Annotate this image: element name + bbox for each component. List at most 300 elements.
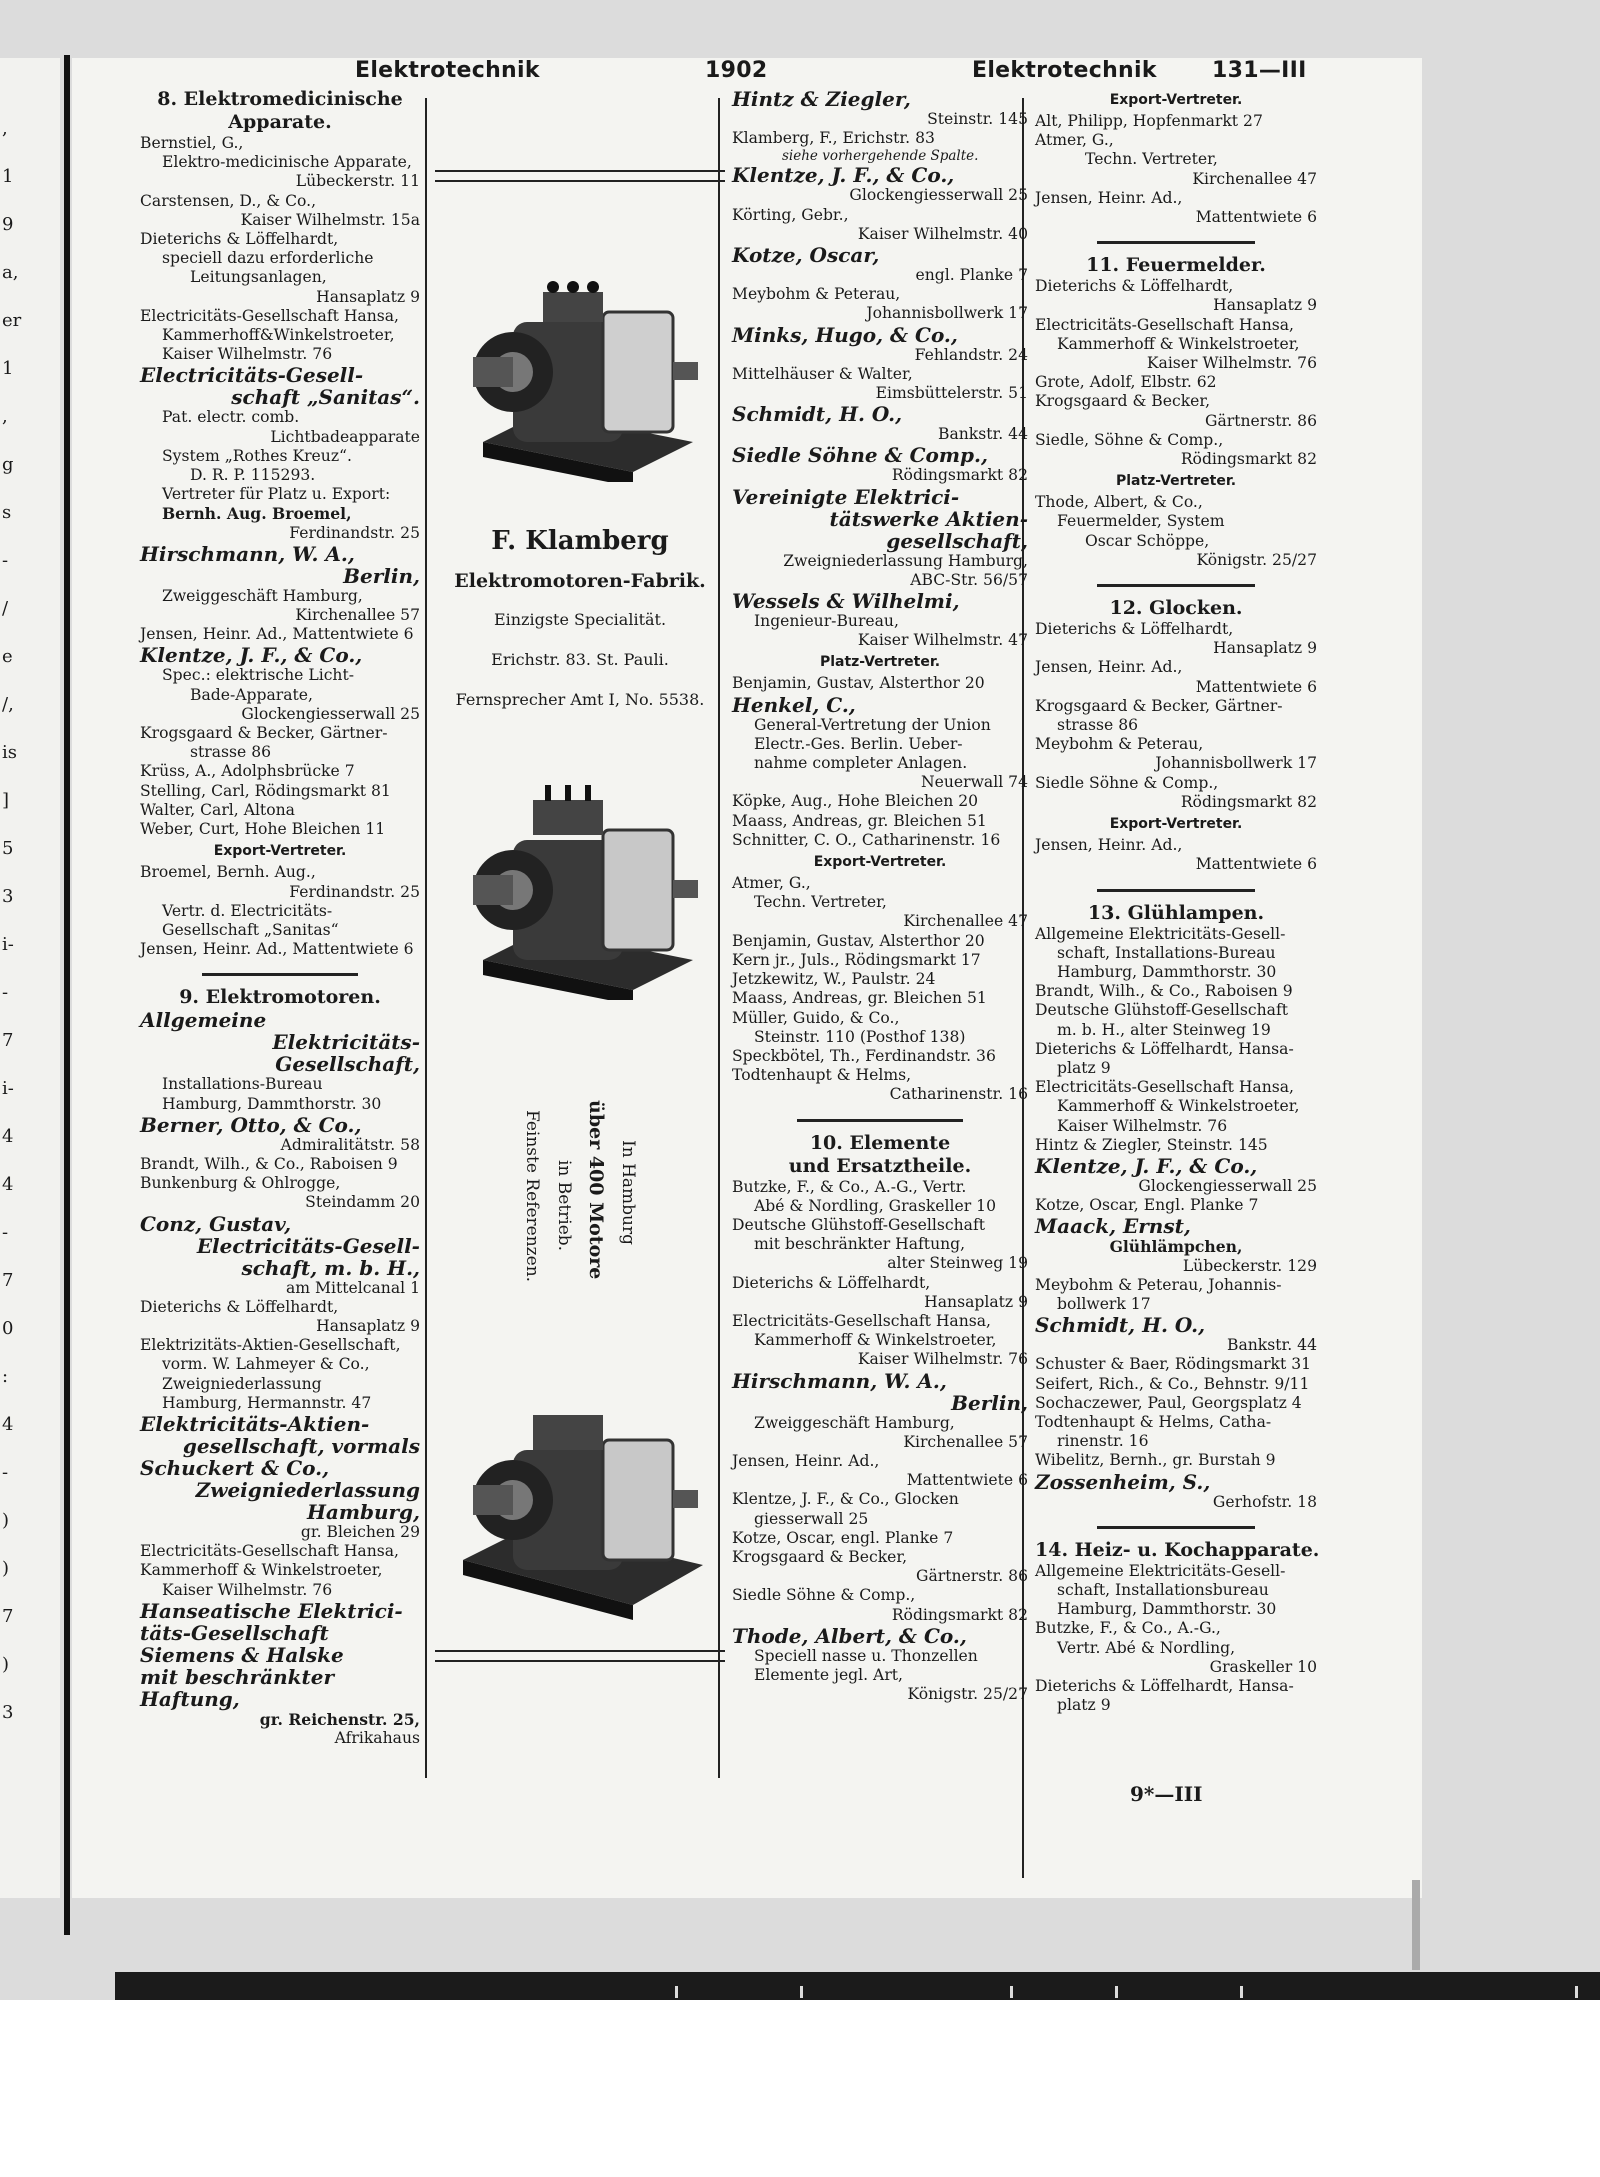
entry-line: Admiralitätstr. 58 xyxy=(280,1135,420,1154)
gutter-char: 7 xyxy=(2,1270,14,1291)
entry-line: Spec.: elektrische Licht- xyxy=(162,666,355,685)
entry-line: Bunkenburg & Ohlrogge, xyxy=(140,1174,341,1193)
entry-line: Rödingsmarkt 82 xyxy=(1180,450,1317,469)
entry-line: Broemel, Bernh. Aug., xyxy=(140,863,316,882)
entry-line: speciell dazu erforderliche xyxy=(162,249,374,268)
entry-line: schaft, Installationsbureau xyxy=(1057,1580,1269,1599)
entry-line: Rödingsmarkt 82 xyxy=(1180,792,1317,811)
entry-line: Rödingsmarkt 82 xyxy=(891,1605,1028,1624)
entry-line: Körting, Gebr., xyxy=(732,205,849,224)
entry-line: Jensen, Heinr. Ad., Mattentwiete 6 xyxy=(140,625,414,644)
featured-entry: Elektricitäts-Aktien- xyxy=(140,1411,370,1436)
entry-line: Butzke, F., & Co., A.-G., xyxy=(1035,1619,1221,1638)
entry-line: Benjamin, Gustav, Alsterthor 20 xyxy=(732,931,985,950)
entry-line: Krogsgaard & Becker, Gärtner- xyxy=(140,724,388,743)
column-3 xyxy=(732,88,1028,1704)
entry-line: Allgemeine Elektricitäts-Gesell- xyxy=(1035,924,1286,943)
featured-entry: Siedle Söhne & Comp., xyxy=(732,443,988,468)
featured-entry: täts-Gesellschaft xyxy=(140,1620,329,1645)
featured-entry: Haftung, xyxy=(140,1686,240,1711)
gutter-char: g xyxy=(2,454,14,475)
ad-vertical-line-4: Feinste Referenzen. xyxy=(522,1110,542,1283)
ad-specialty: Einzigste Specialität. xyxy=(493,610,667,629)
electric-motor-illustration-3 xyxy=(453,1390,703,1620)
featured-entry: Hamburg, xyxy=(306,1499,420,1524)
featured-entry: schaft „Sanitas“. xyxy=(231,385,420,410)
entry-line: Meybohm & Peterau, Johannis- xyxy=(1035,1275,1282,1294)
featured-entry: gesellschaft, vormals xyxy=(182,1433,420,1458)
featured-entry: Electricitäts-Gesell- xyxy=(140,363,364,388)
gutter-char: 3 xyxy=(2,1702,14,1723)
featured-entry: Gesellschaft, xyxy=(275,1052,420,1077)
featured-entry: Electricitäts-Gesell- xyxy=(196,1233,420,1258)
gutter-char: /, xyxy=(2,694,14,715)
ad-bottom-rule xyxy=(435,1650,725,1652)
entry-line: Gesellschaft „Sanitas“ xyxy=(162,920,339,939)
gutter-char: 4 xyxy=(2,1126,14,1147)
entry-line: gr. Bleichen 29 xyxy=(300,1522,420,1541)
section-heading: 8. Elektromedicinische xyxy=(157,88,403,110)
entry-line: platz 9 xyxy=(1057,1696,1111,1715)
entry-line: Catharinenstr. 16 xyxy=(889,1085,1028,1104)
entry-line: Wibelitz, Bernh., gr. Burstah 9 xyxy=(1035,1451,1276,1470)
entry-line: Kaiser Wilhelmstr. 76 xyxy=(1057,1116,1228,1135)
entry-line: Bade-Apparate, xyxy=(190,685,313,704)
entry-line: Mattentwiete 6 xyxy=(906,1471,1028,1490)
entry-line: Krüss, A., Adolphsbrücke 7 xyxy=(140,762,355,781)
entry-line: Mattentwiete 6 xyxy=(1195,208,1317,227)
entry-line: Butzke, F., & Co., A.-G., Vertr. xyxy=(732,1177,967,1196)
gutter-char: i- xyxy=(2,934,14,955)
electric-motor-illustration-2 xyxy=(453,770,703,1000)
gutter-char: - xyxy=(2,982,9,1003)
section-separator xyxy=(1097,584,1255,587)
footer-page-number: 9*—III xyxy=(1130,1782,1203,1806)
entry-line: Rödingsmarkt 82 xyxy=(891,466,1028,485)
gutter-char: 4 xyxy=(2,1174,14,1195)
entry-line: Meybohm & Peterau, xyxy=(1035,735,1204,754)
entry-line: Sochaczewer, Paul, Georgsplatz 4 xyxy=(1035,1393,1302,1412)
ad-subtitle: Elektromotoren-Fabrik. xyxy=(454,570,706,592)
entry-line: Ferdinandstr. 25 xyxy=(289,882,420,901)
gutter-char: i- xyxy=(2,1078,14,1099)
entry-line: schaft, Installations-Bureau xyxy=(1057,943,1276,962)
entry-line: Krogsgaard & Becker, xyxy=(732,1547,908,1566)
featured-entry: Minks, Hugo, & Co., xyxy=(732,322,958,347)
entry-line: Leitungsanlagen, xyxy=(190,268,327,287)
subheading: Export-Vertreter. xyxy=(213,843,347,860)
entry-line: Jensen, Heinr. Ad., xyxy=(1035,188,1183,207)
entry-line: Electricitäts-Gesellschaft Hansa, xyxy=(732,1311,992,1330)
entry-line: Schuster & Baer, Rödingsmarkt 31 xyxy=(1035,1355,1312,1374)
ad-top-rule-2 xyxy=(435,180,725,182)
entry-line: Vertreter für Platz u. Export: xyxy=(162,485,391,504)
entry-line: Johannisbollwerk 17 xyxy=(866,304,1028,323)
featured-entry: Klentze, J. F., & Co., xyxy=(140,643,363,668)
featured-entry: Hirschmann, W. A., xyxy=(140,541,355,566)
entry-line: Installations-Bureau xyxy=(162,1075,323,1094)
section-separator xyxy=(797,1119,963,1122)
entry-line: siehe vorhergehende Spalte. xyxy=(782,148,979,165)
entry-line: Mattentwiete 6 xyxy=(1195,855,1317,874)
entry-line: Walter, Carl, Altona xyxy=(140,800,295,819)
entry-line: Lübeckerstr. 11 xyxy=(295,172,420,191)
gutter-char: - xyxy=(2,1222,9,1243)
entry-line: Alt, Philipp, Hopfenmarkt 27 xyxy=(1035,112,1263,130)
section-separator xyxy=(1097,1526,1255,1529)
subheading: Export-Vertreter. xyxy=(813,854,947,871)
ad-company-name: F. Klamberg xyxy=(491,526,669,556)
entry-line: Electricitäts-Gesellschaft Hansa, xyxy=(140,1542,400,1561)
section-heading: 13. Glühlampen. xyxy=(1087,901,1265,924)
column-4 xyxy=(1035,88,1320,1715)
entry-line: Allgemeine Elektricitäts-Gesell- xyxy=(1035,1561,1286,1580)
entry-line: Jensen, Heinr. Ad., xyxy=(1035,836,1183,855)
entry-line: Hansaplatz 9 xyxy=(316,1316,420,1335)
section-heading: Apparate. xyxy=(228,111,332,133)
entry-line: Vertr. Abé & Nordling, xyxy=(1057,1638,1236,1657)
entry-line: Bernh. Aug. Broemel, xyxy=(162,504,352,524)
page-edge-shadow xyxy=(1412,1880,1420,1970)
entry-line: Köpke, Aug., Hohe Bleichen 20 xyxy=(732,792,979,811)
featured-entry: Vereinigte Elektrici- xyxy=(732,484,960,509)
entry-line: strasse 86 xyxy=(1057,716,1139,735)
entry-line: Jensen, Heinr. Ad., Mattentwiete 6 xyxy=(140,940,414,959)
entry-line: Kirchenallee 57 xyxy=(903,1432,1028,1451)
featured-entry: tätswerke Aktien- xyxy=(829,506,1028,531)
gutter-char: e xyxy=(2,646,13,667)
entry-line: Afrikahaus xyxy=(334,1728,420,1747)
entry-line: gr. Reichenstr. 25, xyxy=(259,1709,420,1729)
entry-line: Kammerhoff & Winkelstroeter, xyxy=(1057,1097,1300,1116)
entry-line: Krogsgaard & Becker, xyxy=(1035,392,1211,411)
entry-line: Speckbötel, Th., Ferdinandstr. 36 xyxy=(732,1046,996,1065)
entry-line: Glühlämpchen, xyxy=(1109,1237,1243,1257)
section-separator xyxy=(202,973,359,976)
entry-line: Pat. electr. comb. xyxy=(162,408,300,427)
subheading: Platz-Vertreter. xyxy=(1115,473,1237,490)
entry-line: Graskeller 10 xyxy=(1209,1657,1317,1676)
featured-entry: Schmidt, H. O., xyxy=(1035,1313,1206,1338)
entry-line: Klentze, J. F., & Co., Glocken xyxy=(732,1490,959,1509)
subheading: Export-Vertreter. xyxy=(1109,92,1243,108)
entry-line: Elektrizitäts-Aktien-Gesellschaft, xyxy=(140,1336,401,1355)
entry-line: Brandt, Wilh., & Co., Raboisen 9 xyxy=(140,1154,398,1173)
electric-motor-illustration xyxy=(453,252,703,482)
entry-line: Steindamm 20 xyxy=(305,1193,420,1212)
entry-line: Lübeckerstr. 129 xyxy=(1182,1256,1317,1275)
featured-entry: Zweigniederlassung xyxy=(195,1477,420,1502)
featured-entry: Berlin, xyxy=(343,563,420,588)
subheading: Platz-Vertreter. xyxy=(819,654,941,671)
section-heading: und Ersatztheile. xyxy=(788,1154,972,1177)
entry-line: Atmer, G., xyxy=(732,874,811,893)
gutter-char: , xyxy=(2,118,8,139)
gutter-char: ] xyxy=(2,790,10,811)
entry-line: Todtenhaupt & Helms, xyxy=(732,1066,912,1085)
entry-line: Elektro-medicinische Apparate, xyxy=(162,153,412,172)
column-1 xyxy=(140,88,420,1748)
ad-top-rule xyxy=(435,170,725,172)
entry-line: Elemente jegl. Art, xyxy=(754,1665,903,1684)
entry-line: Glockengiesserwall 25 xyxy=(849,186,1028,205)
entry-line: Glockengiesserwall 25 xyxy=(1138,1176,1317,1195)
featured-entry: Schuckert & Co., xyxy=(140,1455,330,1480)
featured-entry: Siemens & Halske xyxy=(140,1642,344,1667)
entry-line: Electr.-Ges. Berlin. Ueber- xyxy=(754,734,963,753)
featured-entry: Allgemeine xyxy=(140,1008,267,1033)
entry-line: Dieterichs & Löffelhardt, xyxy=(1035,620,1234,639)
entry-line: Königstr. 25/27 xyxy=(907,1685,1028,1704)
ad-bottom-rule-2 xyxy=(435,1660,725,1662)
entry-line: Hansaplatz 9 xyxy=(1213,639,1317,658)
page-number: 131—III xyxy=(1212,58,1307,83)
section-heading: 11. Feuermelder. xyxy=(1086,254,1266,277)
entry-line: Techn. Vertreter, xyxy=(754,893,887,912)
entry-line: Mattentwiete 6 xyxy=(1195,677,1317,696)
entry-line: Bankstr. 44 xyxy=(1226,1336,1317,1355)
entry-line: Siedle Söhne & Comp., xyxy=(1035,773,1219,792)
entry-line: Oscar Schöppe, xyxy=(1085,531,1210,550)
section-heading: 12. Glocken. xyxy=(1109,597,1243,620)
entry-line: Bankstr. 44 xyxy=(937,425,1028,444)
entry-line: Hamburg, Dammthorstr. 30 xyxy=(1057,962,1277,981)
entry-line: Zweiggeschäft Hamburg, xyxy=(162,586,363,605)
entry-line: Kaiser Wilhelmstr. 47 xyxy=(857,631,1028,650)
entry-line: Dieterichs & Löffelhardt, xyxy=(732,1273,931,1292)
entry-line: Ferdinandstr. 25 xyxy=(289,523,420,542)
gutter-char: s xyxy=(2,502,12,523)
featured-entry: Henkel, C., xyxy=(732,692,856,717)
klamberg-advertisement xyxy=(435,170,725,1760)
featured-entry: Klentze, J. F., & Co., xyxy=(732,163,955,188)
entry-line: Gerhofstr. 18 xyxy=(1212,1492,1317,1511)
entry-line: D. R. P. 115293. xyxy=(190,466,316,485)
entry-line: System „Rothes Kreuz“. xyxy=(162,446,352,465)
entry-line: Kirchenallee 47 xyxy=(903,912,1028,931)
featured-entry: Berlin, xyxy=(951,1390,1028,1415)
entry-line: Thode, Albert, & Co., xyxy=(1035,493,1203,512)
entry-line: Bernstiel, G., xyxy=(140,134,244,152)
entry-line: Dieterichs & Löffelhardt, xyxy=(140,1297,339,1316)
entry-line: am Mittelcanal 1 xyxy=(286,1278,420,1297)
entry-line: Meybohm & Peterau, xyxy=(732,285,901,304)
entry-line: Jensen, Heinr. Ad., xyxy=(732,1451,880,1470)
gutter-char: 3 xyxy=(2,886,14,907)
entry-line: Electricitäts-Gesellschaft Hansa, xyxy=(140,306,400,325)
entry-line: Zweigniederlassung Hamburg, xyxy=(783,551,1028,570)
ad-vertical-line-2: über 400 Motore xyxy=(585,1100,607,1280)
entry-line: Siedle Söhne & Comp., xyxy=(732,1586,916,1605)
featured-entry: Klentze, J. F., & Co., xyxy=(1035,1153,1258,1178)
section-heading: 10. Elemente xyxy=(809,1131,951,1154)
featured-entry: Zossenheim, S., xyxy=(1035,1469,1211,1494)
entry-line: Electricitäts-Gesellschaft Hansa, xyxy=(1035,1078,1295,1097)
entry-line: Hamburg, Dammthorstr. 30 xyxy=(162,1094,382,1113)
entry-line: ABC-Str. 56/57 xyxy=(910,570,1028,589)
gutter-char: 0 xyxy=(2,1318,14,1339)
page-binding-edge xyxy=(64,55,70,1935)
featured-entry: Berner, Otto, & Co., xyxy=(140,1112,362,1137)
entry-line: Kirchenallee 57 xyxy=(295,606,420,625)
entry-line: Carstensen, D., & Co., xyxy=(140,191,317,210)
entry-line: Hansaplatz 9 xyxy=(316,287,420,306)
entry-line: Fehlandstr. 24 xyxy=(914,345,1028,364)
section-heading: 14. Heiz- u. Kochapparate. xyxy=(1035,1538,1320,1561)
entry-line: Maass, Andreas, gr. Bleichen 51 xyxy=(732,811,987,830)
entry-line: Johannisbollwerk 17 xyxy=(1155,754,1317,773)
entry-line: Kaiser Wilhelmstr. 76 xyxy=(857,1350,1028,1369)
entry-line: Electricitäts-Gesellschaft Hansa, xyxy=(1035,315,1295,334)
entry-line: Kotze, Oscar, Engl. Planke 7 xyxy=(1035,1196,1259,1215)
featured-entry: Hirschmann, W. A., xyxy=(732,1368,947,1393)
entry-line: Lichtbadeapparate xyxy=(270,427,420,446)
entry-line: Stelling, Carl, Rödingsmarkt 81 xyxy=(140,781,391,800)
gutter-char: 5 xyxy=(2,838,14,859)
featured-entry: Hanseatische Elektrici- xyxy=(140,1598,403,1623)
gutter-char: a, xyxy=(2,262,19,283)
column-rule-1 xyxy=(425,98,427,1778)
entry-line: giesserwall 25 xyxy=(754,1509,869,1528)
entry-line: Kammerhoff & Winkelstroeter, xyxy=(140,1561,383,1580)
entry-line: Jetzkewitz, W., Paulstr. 24 xyxy=(732,970,936,989)
entry-line: Dieterichs & Löffelhardt, xyxy=(140,230,339,249)
entry-line: Dieterichs & Löffelhardt, Hansa- xyxy=(1035,1677,1294,1695)
featured-entry: schaft, m. b. H., xyxy=(241,1255,420,1280)
entry-line: Königstr. 25/27 xyxy=(1196,550,1317,569)
ad-telephone: Fernsprecher Amt I, No. 5538. xyxy=(455,690,705,709)
gutter-char: ) xyxy=(2,1510,10,1531)
scanner-bottom-band xyxy=(115,1972,1600,2000)
entry-line: Grote, Adolf, Elbstr. 62 xyxy=(1035,373,1217,392)
gutter-char: 4 xyxy=(2,1414,14,1435)
entry-line: Kaiser Wilhelmstr. 76 xyxy=(162,345,333,364)
entry-line: Siedle, Söhne & Comp., xyxy=(1035,430,1224,449)
ad-address: Erichstr. 83. St. Pauli. xyxy=(491,650,669,669)
entry-line: Dieterichs & Löffelhardt, Hansa- xyxy=(1035,1039,1294,1058)
featured-entry: mit beschränkter xyxy=(140,1664,335,1689)
gutter-char: ) xyxy=(2,1654,10,1675)
running-head-left: Elektrotechnik xyxy=(355,58,540,83)
entry-line: Hansaplatz 9 xyxy=(1213,296,1317,315)
ad-vertical-line-1: In Hamburg xyxy=(618,1140,638,1245)
entry-line: Zweigniederlassung xyxy=(162,1374,322,1393)
featured-entry: Kotze, Oscar, xyxy=(732,243,880,268)
entry-line: Schnitter, C. O., Catharinenstr. 16 xyxy=(732,830,1001,849)
entry-line: Gärtnerstr. 86 xyxy=(916,1567,1028,1586)
featured-entry: Thode, Albert, & Co., xyxy=(732,1623,967,1648)
section-separator xyxy=(1097,889,1255,892)
entry-line: Steinstr. 145 xyxy=(927,110,1028,128)
entry-line: Müller, Guido, & Co., xyxy=(732,1008,900,1027)
section-heading: 9. Elektromotoren. xyxy=(179,986,381,1009)
entry-line: Seifert, Rich., & Co., Behnstr. 9/11 xyxy=(1035,1374,1310,1393)
section-separator xyxy=(1097,241,1255,244)
entry-line: Glockengiesserwall 25 xyxy=(241,704,420,723)
entry-line: Kaiser Wilhelmstr. 15a xyxy=(240,210,420,229)
entry-line: Maass, Andreas, gr. Bleichen 51 xyxy=(732,989,987,1008)
gutter-char: 7 xyxy=(2,1606,14,1627)
entry-line: Kotze, Oscar, engl. Planke 7 xyxy=(732,1528,954,1547)
entry-line: m. b. H., alter Steinweg 19 xyxy=(1057,1020,1271,1039)
entry-line: Vertr. d. Electricitäts- xyxy=(162,901,333,920)
entry-line: Weber, Curt, Hohe Bleichen 11 xyxy=(140,820,386,839)
gutter-char: - xyxy=(2,550,9,571)
entry-line: Benjamin, Gustav, Alsterthor 20 xyxy=(732,674,985,693)
entry-line: Zweiggeschäft Hamburg, xyxy=(754,1413,955,1432)
entry-line: General-Vertretung der Union xyxy=(754,715,991,734)
entry-line: vorm. W. Lahmeyer & Co., xyxy=(162,1355,370,1374)
entry-line: Todtenhaupt & Helms, Catha- xyxy=(1035,1412,1272,1431)
featured-entry: gesellschaft, xyxy=(886,528,1028,553)
entry-line: engl. Planke 7 xyxy=(915,266,1028,285)
entry-line: Neuerwall 74 xyxy=(920,773,1028,792)
entry-line: Techn. Vertreter, xyxy=(1085,150,1218,169)
entry-line: Hansaplatz 9 xyxy=(924,1292,1028,1311)
entry-line: bollwerk 17 xyxy=(1057,1294,1151,1313)
entry-line: Krogsgaard & Becker, Gärtner- xyxy=(1035,696,1283,715)
featured-entry: Conz, Gustav, xyxy=(140,1211,292,1236)
gutter-char: - xyxy=(2,1462,9,1483)
featured-entry: Maack, Ernst, xyxy=(1035,1214,1191,1239)
subheading: Export-Vertreter. xyxy=(1109,816,1243,833)
entry-line: Klamberg, F., Erichstr. 83 xyxy=(732,129,935,148)
entry-line: Gärtnerstr. 86 xyxy=(1205,411,1317,430)
entry-line: Abé & Nordling, Graskeller 10 xyxy=(754,1196,996,1215)
entry-line: platz 9 xyxy=(1057,1058,1111,1077)
entry-line: Jensen, Heinr. Ad., xyxy=(1035,658,1183,677)
entry-line: mit beschränkter Haftung, xyxy=(754,1235,966,1254)
entry-line: Mittelhäuser & Walter, xyxy=(732,364,913,383)
gutter-char: er xyxy=(2,310,22,331)
running-head-year: 1902 xyxy=(705,58,768,83)
entry-line: Dieterichs & Löffelhardt, xyxy=(1035,277,1234,296)
entry-line: Speciell nasse u. Thonzellen xyxy=(754,1646,978,1665)
entry-line: rinenstr. 16 xyxy=(1057,1432,1149,1451)
featured-entry: Hintz & Ziegler, xyxy=(732,87,911,111)
gutter-char: is xyxy=(2,742,17,763)
entry-line: Feuermelder, System xyxy=(1057,512,1225,531)
entry-line: Kaiser Wilhelmstr. 40 xyxy=(857,224,1028,243)
entry-line: Kern jr., Juls., Rödingsmarkt 17 xyxy=(732,950,981,969)
entry-line: Eimsbüttelerstr. 51 xyxy=(875,384,1028,403)
gutter-char: / xyxy=(2,598,9,619)
entry-line: Kaiser Wilhelmstr. 76 xyxy=(1146,354,1317,373)
entry-line: Hamburg, Dammthorstr. 30 xyxy=(1057,1600,1277,1619)
entry-line: Deutsche Glühstoff-Gesellschaft xyxy=(732,1215,985,1234)
entry-line: Deutsche Glühstoff-Gesellschaft xyxy=(1035,1001,1288,1020)
featured-entry: Elektricitäts- xyxy=(272,1030,420,1055)
gutter-char: , xyxy=(2,406,8,427)
gutter-char: 7 xyxy=(2,1030,14,1051)
gutter-char: ) xyxy=(2,1558,10,1579)
entry-line: Brandt, Wilh., & Co., Raboisen 9 xyxy=(1035,982,1293,1001)
entry-line: Atmer, G., xyxy=(1035,131,1114,150)
entry-line: Kammerhoff&Winkelstroeter, xyxy=(162,326,395,345)
entry-line: Steinstr. 110 (Posthof 138) xyxy=(754,1027,966,1046)
running-head-right: Elektrotechnik xyxy=(972,58,1157,83)
entry-line: Kirchenallee 47 xyxy=(1192,169,1317,188)
entry-line: Ingenieur-Bureau, xyxy=(754,612,899,631)
ad-vertical-line-3: in Betrieb. xyxy=(554,1160,574,1252)
entry-line: Kaiser Wilhelmstr. 76 xyxy=(162,1580,333,1599)
entry-line: strasse 86 xyxy=(190,743,272,762)
gutter-char: : xyxy=(2,1366,9,1387)
entry-line: Hamburg, Hermannstr. 47 xyxy=(162,1393,372,1412)
entry-line: Hintz & Ziegler, Steinstr. 145 xyxy=(1035,1135,1268,1154)
gutter-char: 1 xyxy=(2,166,14,187)
gutter-char: 1 xyxy=(2,358,14,379)
